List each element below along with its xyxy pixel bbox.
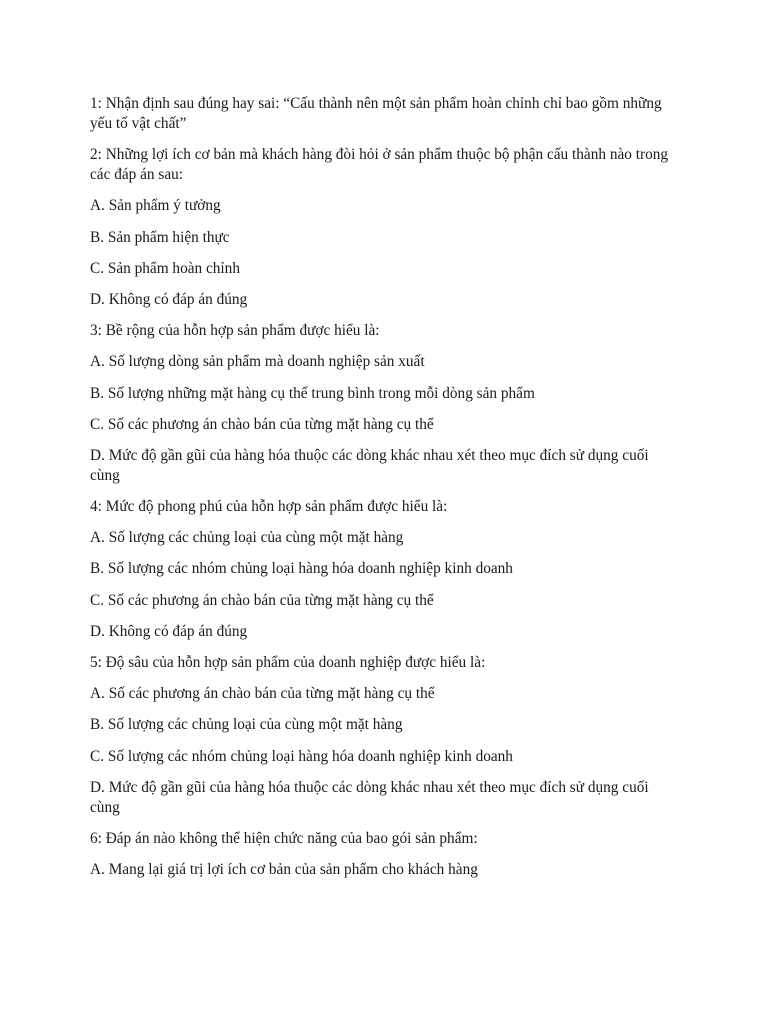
answer-option: D. Mức độ gần gũi của hàng hóa thuộc các dòng khác nhau xét theo mục đích sử dụng cuối cùng: [90, 446, 649, 484]
answer-option: B. Số lượng các chủng loại của cùng một mặt hàng: [90, 716, 403, 734]
document-body: [90, 94, 680, 891]
answer-option: A. Mang lại giá trị lợi ích cơ bản của sản phẩm cho khách hàng: [90, 861, 478, 879]
answer-option: B. Số lượng các nhóm chủng loại hàng hóa doanh nghiệp kinh doanh: [90, 560, 513, 578]
question-3: 3: Bề rộng của hỗn hợp sản phẩm được hiểu là:: [90, 322, 380, 340]
answer-option: D. Không có đáp án đúng: [90, 622, 248, 640]
answer-option: B. Số lượng những mặt hàng cụ thể trung bình trong mỗi dòng sản phẩm: [90, 384, 535, 402]
answer-option: A. Số lượng dòng sản phẩm mà doanh nghiệp sản xuất: [90, 353, 425, 371]
answer-option: A. Số các phương án chào bán của từng mặt hàng cụ thể: [90, 685, 435, 703]
question-4: 4: Mức độ phong phú của hỗn hợp sản phẩm được hiểu là:: [90, 498, 448, 516]
answer-option: C. Số lượng các nhóm chủng loại hàng hóa doanh nghiệp kinh doanh: [90, 747, 513, 765]
answer-option: C. Số các phương án chào bán của từng mặt hàng cụ thể: [90, 415, 434, 433]
answer-option: B. Sản phẩm hiện thực: [90, 228, 230, 246]
answer-option: D. Không có đáp án đúng: [90, 290, 248, 308]
answer-option: C. Sản phẩm hoàn chỉnh: [90, 259, 240, 277]
question-5: 5: Độ sâu của hỗn hợp sản phẩm của doanh nghiệp được hiểu là:: [90, 654, 486, 671]
answer-option: C. Số các phương án chào bán của từng mặt hàng cụ thể: [90, 591, 434, 609]
question-6: 6: Đáp án nào không thể hiện chức năng của bao gói sản phẩm:: [90, 829, 478, 847]
answer-option: A. Sản phẩm ý tưởng: [90, 197, 221, 215]
question-1: 1: Nhận định sau đúng hay sai: “Cấu thành nên một sản phẩm hoàn chỉnh chỉ bao gồm những yếu tố vật chất”: [90, 95, 662, 132]
answer-option: D. Mức độ gần gũi của hàng hóa thuộc các dòng khác nhau xét theo mục đích sử dụng cuối cùng: [90, 778, 649, 816]
answer-option: A. Số lượng các chủng loại của cùng một mặt hàng: [90, 529, 404, 547]
question-2: 2: Những lợi ích cơ bản mà khách hàng đòi hỏi ở sản phẩm thuộc bộ phận cấu thành nào trong các đáp án sau:: [90, 146, 669, 184]
